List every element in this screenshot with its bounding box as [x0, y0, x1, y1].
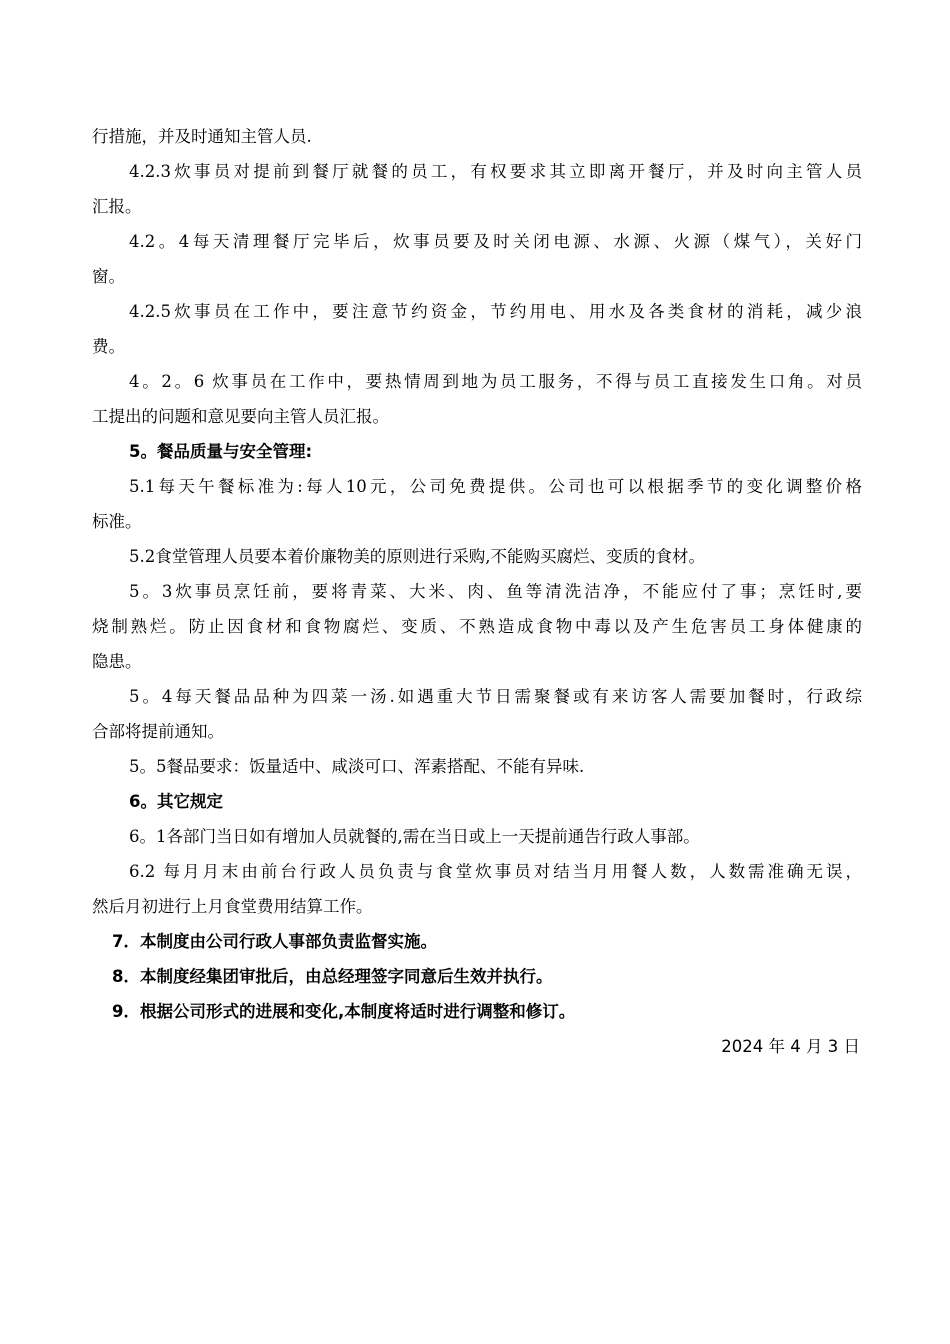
paragraph-line: 汇报。	[92, 197, 142, 216]
paragraph-line: 烧制熟烂。防止因食材和食物腐烂、变质、不熟造成食物中毒以及产生危害员工身体健康的	[92, 617, 862, 636]
paragraph-line: 4.2.5炊事员在工作中，要注意节约资金，节约用电、用水及各类食材的消耗，减少浪	[129, 302, 862, 321]
paragraph-line: 行措施，并及时通知主管人员.	[92, 127, 312, 146]
numbered-clause: 9．根据公司形式的进展和变化,本制度将适时进行调整和修订。	[112, 1002, 576, 1021]
paragraph-line: 5.1每天午餐标准为:每人10元，公司免费提供。公司也可以根据季节的变化调整价格	[129, 477, 862, 496]
paragraph-line: 合部将提前通知。	[92, 722, 224, 741]
paragraph-line: 费。	[92, 337, 125, 356]
paragraph-line: 5。3炊事员烹饪前，要将青菜、大米、肉、鱼等清洗洁净，不能应付了事；烹饪时,要	[129, 582, 862, 601]
paragraph-line: 隐患。	[92, 652, 142, 671]
paragraph-line: 4.2。4每天清理餐厅完毕后，炊事员要及时关闭电源、水源、火源（煤气），关好门	[129, 232, 862, 251]
document-body	[92, 119, 862, 1064]
paragraph-line: 窗。	[92, 267, 125, 286]
paragraph-line: 然后月初进行上月食堂费用结算工作。	[92, 897, 373, 916]
section-heading: 6。其它规定	[129, 792, 223, 811]
section-heading: 5。餐品质量与安全管理:	[129, 442, 313, 461]
paragraph-line: 5。5餐品要求：饭量适中、咸淡可口、浑素搭配、不能有异味.	[129, 757, 585, 776]
paragraph-line: 6.2 每月月末由前台行政人员负责与食堂炊事员对结当月用餐人数，人数需准确无误，	[129, 862, 862, 881]
paragraph-line: 5。4每天餐品品种为四菜一汤.如遇重大节日需聚餐或有来访客人需要加餐时，行政综	[129, 687, 862, 706]
document-date: 2024 年 4 月 3 日	[721, 1037, 860, 1056]
paragraph-line: 4.2.3炊事员对提前到餐厅就餐的员工，有权要求其立即离开餐厅，并及时向主管人员	[129, 162, 862, 181]
paragraph-line: 5.2食堂管理人员要本着价廉物美的原则进行采购,不能购买腐烂、变质的食材。	[129, 547, 705, 566]
paragraph-line: 4。2。6 炊事员在工作中，要热情周到地为员工服务，不得与员工直接发生口角。对员	[129, 372, 862, 391]
paragraph-line: 标准。	[92, 512, 142, 531]
numbered-clause: 8．本制度经集团审批后，由总经理签字同意后生效并执行。	[112, 967, 553, 986]
paragraph-line: 6。1各部门当日如有增加人员就餐的,需在当日或上一天提前通告行政人事部。	[129, 827, 700, 846]
paragraph-line: 工提出的问题和意见要向主管人员汇报。	[92, 407, 389, 426]
numbered-clause: 7．本制度由公司行政人事部负责监督实施。	[112, 932, 437, 951]
